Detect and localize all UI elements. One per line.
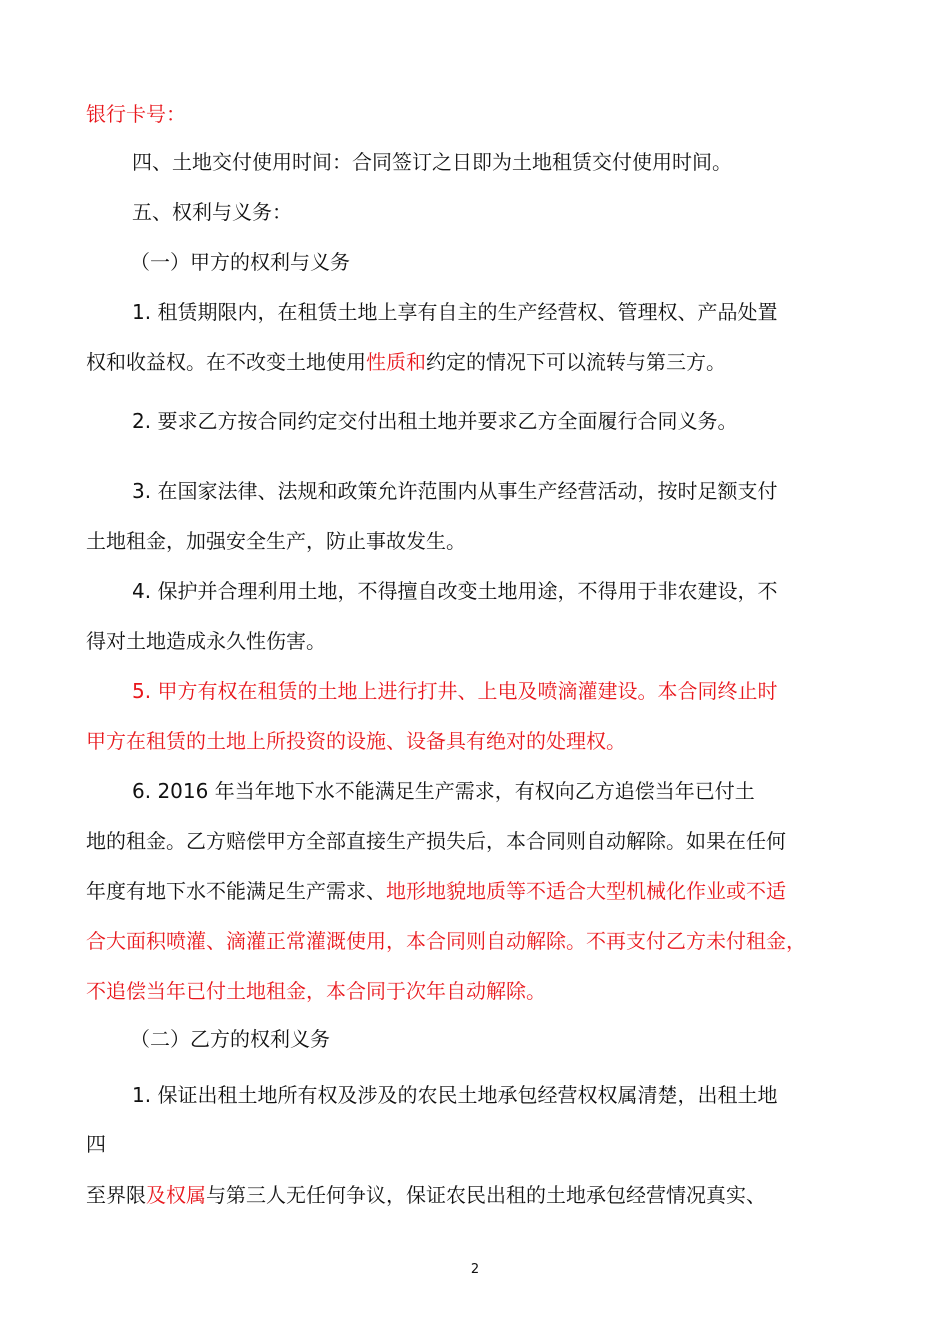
- text-line: [0, 198, 950, 226]
- text-line: [0, 777, 950, 805]
- text-line: [0, 827, 950, 855]
- text-segment: 与第三人无任何争议，保证农民出租的土地承包经营情况真实、: [206, 1183, 766, 1207]
- highlighted-text: 不追偿当年已付土地租金，本合同于次年自动解除。: [86, 979, 546, 1003]
- text-line: [0, 348, 950, 376]
- text-segment: 在国家法律、法规和政策允许范围内从事生产经营活动，按时足额支付: [157, 479, 778, 503]
- page-number: 2: [470, 1262, 480, 1277]
- highlighted-text: 及权属: [146, 1183, 206, 1207]
- text-line: [0, 477, 950, 505]
- text-line: [0, 298, 950, 326]
- text-segment: 3.: [132, 479, 158, 503]
- highlighted-text: 甲方有权在租赁的土地上进行打井、上电及喷滴灌建设。本合同终止时: [157, 679, 778, 703]
- text-segment: 保证出租土地所有权及涉及的农民土地承包经营权权属清楚，出租土地: [157, 1083, 778, 1107]
- highlighted-text: 5.: [132, 679, 158, 703]
- text-line: [0, 727, 950, 755]
- text-line: [0, 527, 950, 555]
- text-segment: 租赁期限内，在租赁土地上享有自主的生产经营权、管理权、产品处置: [157, 300, 778, 324]
- text-line: [0, 248, 950, 276]
- highlighted-text: 合大面积喷灌、滴灌正常灌溉使用，本合同则自动解除。不再支付乙方未付租金，: [86, 929, 806, 953]
- highlighted-text: 银行卡号：: [86, 102, 186, 126]
- text-segment: 得对土地造成永久性伤害。: [86, 629, 326, 653]
- text-segment: 年度有地下水不能满足生产需求、: [86, 879, 386, 903]
- text-line: [0, 577, 950, 605]
- text-line: [0, 677, 950, 705]
- text-line: [0, 877, 950, 905]
- text-segment: 保护并合理利用土地，不得擅自改变土地用途，不得用于非农建设，不: [157, 579, 778, 603]
- text-line: [0, 407, 950, 435]
- text-line: [0, 627, 950, 655]
- text-line: [0, 1181, 950, 1209]
- text-line: [0, 927, 950, 955]
- text-line: [0, 148, 950, 176]
- text-segment: 地的租金。乙方赔偿甲方全部直接生产损失后，本合同则自动解除。如果在任何: [86, 829, 786, 853]
- text-segment: 4.: [132, 579, 158, 603]
- text-segment: 要求乙方按合同约定交付出租土地并要求乙方全面履行合同义务。: [157, 409, 738, 433]
- text-segment: 五、权利与义务：: [132, 200, 292, 224]
- text-segment: 6. 2016: [132, 779, 215, 803]
- text-line: [0, 1081, 950, 1109]
- text-segment: 四、土地交付使用时间：合同签订之日即为土地租赁交付使用时间。: [132, 150, 732, 174]
- text-line: [0, 1025, 950, 1053]
- text-segment: 权和收益权。在不改变土地使用: [86, 350, 366, 374]
- text-segment: 土地租金，加强安全生产，防止事故发生。: [86, 529, 466, 553]
- text-segment: （一）甲方的权利与义务: [130, 250, 350, 274]
- text-line: [0, 977, 950, 1005]
- text-segment: 1.: [132, 1083, 158, 1107]
- text-line: [0, 100, 950, 128]
- text-line: [0, 1130, 950, 1158]
- highlighted-text: 甲方在租赁的土地上所投资的设施、设备具有绝对的处理权。: [86, 729, 626, 753]
- text-segment: 约定的情况下可以流转与第三方。: [426, 350, 726, 374]
- text-segment: 至界限: [86, 1183, 146, 1207]
- text-segment: 2.: [132, 409, 158, 433]
- text-segment: （二）乙方的权利义务: [130, 1027, 330, 1051]
- text-segment: 1.: [132, 300, 158, 324]
- text-segment: 四: [86, 1132, 106, 1156]
- text-segment: 年当年地下水不能满足生产需求，有权向乙方追偿当年已付土: [214, 779, 755, 803]
- highlighted-text: 性质和: [366, 350, 426, 374]
- highlighted-text: 地形地貌地质等不适合大型机械化作业或不适: [386, 879, 786, 903]
